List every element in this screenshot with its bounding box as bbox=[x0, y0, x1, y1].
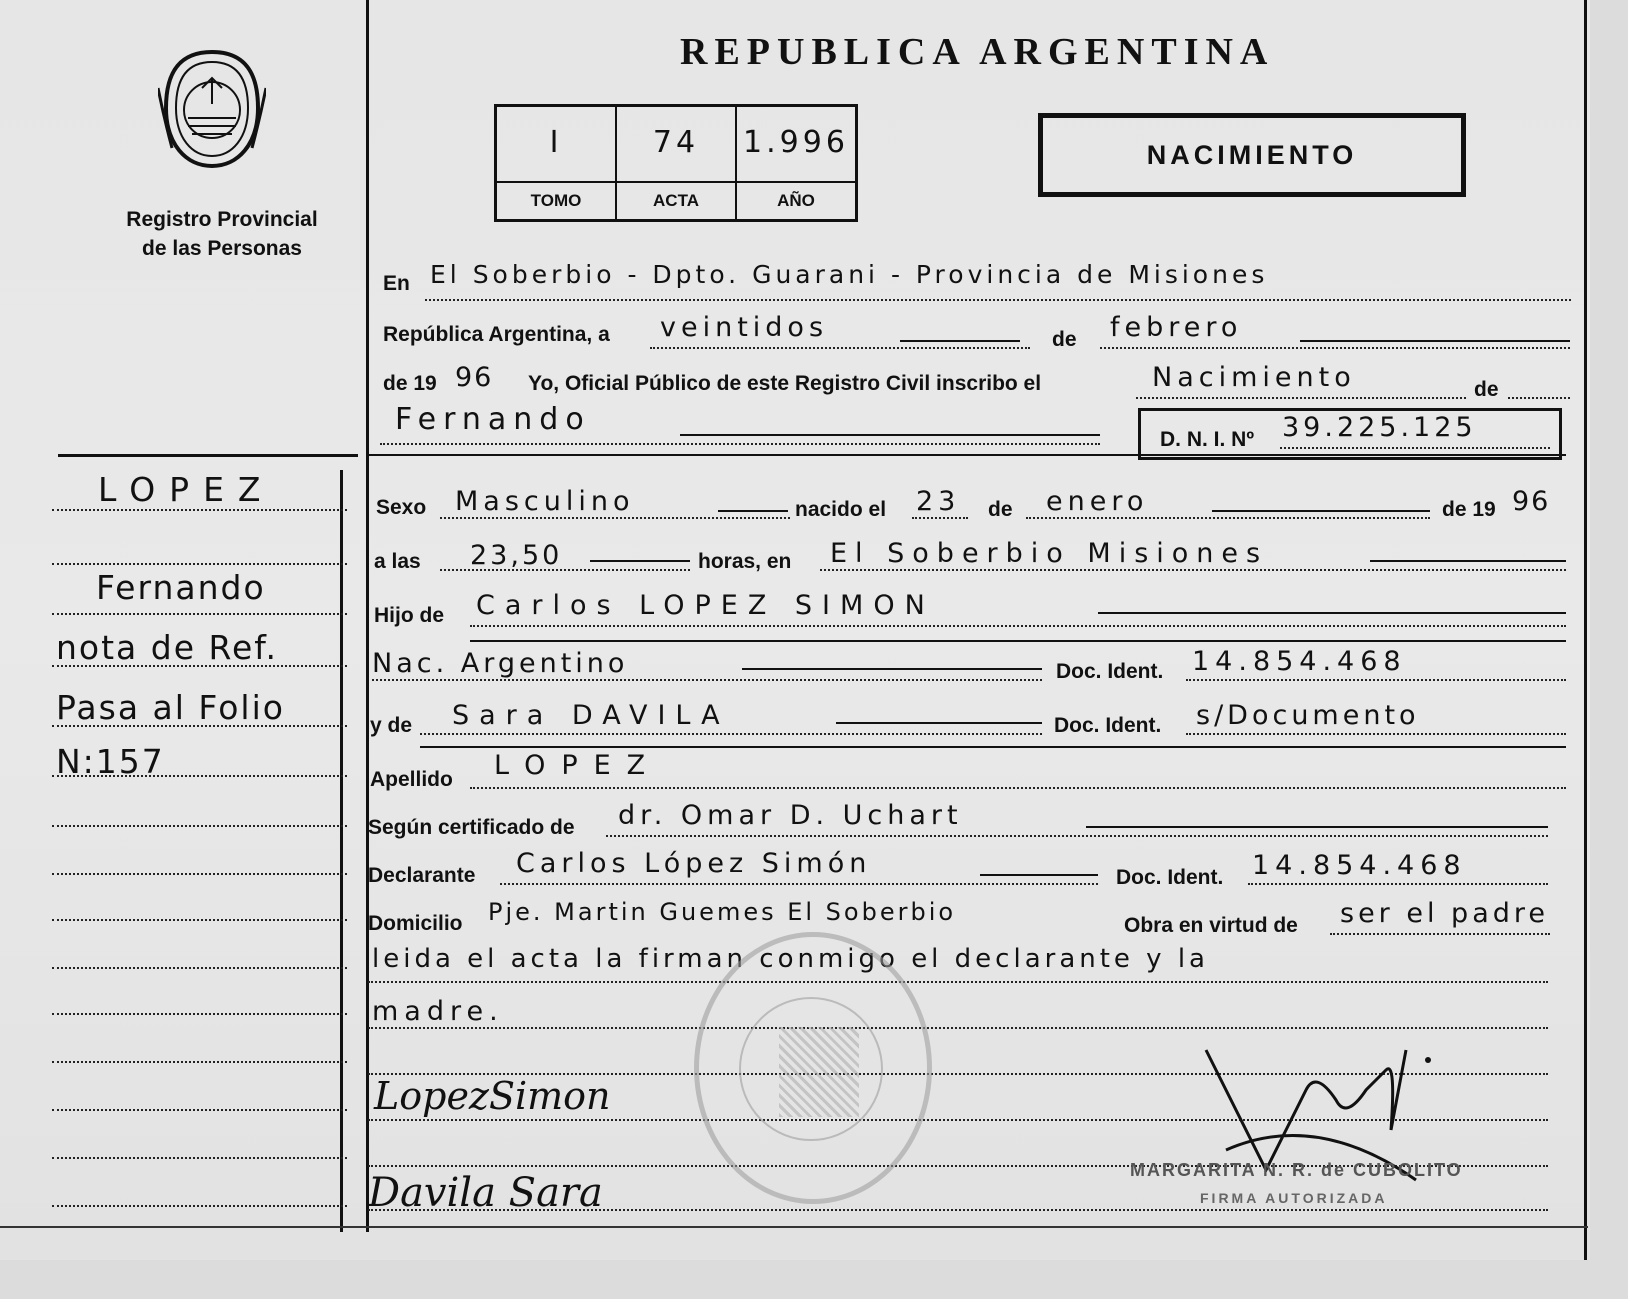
margin-note-2: Pasa al Folio bbox=[56, 688, 285, 727]
birth-day-line bbox=[912, 516, 968, 519]
birth-place-line bbox=[820, 568, 1566, 571]
page-right-edge bbox=[1584, 0, 1587, 1260]
month-value: febrero bbox=[1110, 312, 1243, 343]
apellido-label: Apellido bbox=[370, 768, 453, 791]
margin-line bbox=[52, 1060, 347, 1063]
official-stamp bbox=[694, 932, 932, 1204]
hour-value: 23,50 bbox=[470, 540, 563, 571]
text-line-3: madre. bbox=[372, 996, 504, 1027]
margin-line bbox=[52, 612, 347, 615]
father-signature: LopezSimon bbox=[374, 1074, 611, 1118]
domicilio-label: Domicilio bbox=[368, 912, 463, 935]
father-doc: 14.854.468 bbox=[1192, 646, 1407, 677]
yde-label: y de bbox=[370, 714, 413, 737]
domicilio-value: Pje. Martin Guemes El Soberbio bbox=[488, 898, 957, 926]
margin-line bbox=[52, 562, 347, 565]
birth-day: 23 bbox=[916, 486, 961, 517]
obra-line bbox=[1330, 932, 1550, 935]
sexo-value: Masculino bbox=[455, 486, 635, 517]
republica-label: República Argentina, a bbox=[383, 323, 610, 346]
act-type-box: NACIMIENTO bbox=[1038, 113, 1466, 197]
margin-line bbox=[52, 664, 347, 667]
margin-line bbox=[52, 966, 347, 969]
register-box bbox=[494, 104, 858, 222]
father-doc-line bbox=[1186, 678, 1566, 681]
certificante: dr. Omar D. Uchart bbox=[618, 800, 963, 831]
declarante-dash bbox=[980, 874, 1098, 876]
column-divider bbox=[366, 0, 369, 1232]
mother-doc: s/Documento bbox=[1196, 700, 1420, 731]
day-value: veintidos bbox=[660, 312, 829, 343]
day-dash bbox=[900, 340, 1020, 342]
father-dash bbox=[1098, 612, 1566, 614]
acta-value: 74 bbox=[652, 125, 700, 160]
obra-label: Obra en virtud de bbox=[1124, 914, 1298, 937]
dni-label: D. N. I. Nº bbox=[1160, 428, 1255, 451]
inscribe-value: Nacimiento bbox=[1152, 362, 1356, 393]
province-seal-icon bbox=[158, 48, 266, 170]
page-bottom-edge bbox=[0, 1226, 1588, 1228]
birth-year-suffix: 96 bbox=[1512, 486, 1551, 517]
father-line bbox=[470, 624, 1566, 627]
text-line-2-rule bbox=[368, 980, 1548, 983]
hour-line bbox=[440, 568, 690, 571]
father-nat-dash bbox=[742, 668, 1042, 670]
official-title: FIRMA AUTORIZADA bbox=[1200, 1190, 1388, 1206]
margin-line bbox=[52, 1108, 347, 1111]
official-name: MARGARITA N. R. de CUBOLITO bbox=[1130, 1160, 1463, 1180]
inscribe-line bbox=[1136, 396, 1466, 399]
child-name-line bbox=[380, 442, 1100, 445]
declarante-value: Carlos López Simón bbox=[516, 848, 872, 879]
mother-dash bbox=[836, 722, 1042, 724]
dni-value: 39.225.125 bbox=[1282, 412, 1477, 443]
segun-label: Según certificado de bbox=[368, 816, 575, 839]
margin-line bbox=[52, 872, 347, 875]
margin-line bbox=[52, 824, 347, 827]
place-line bbox=[425, 298, 1571, 301]
ano-value: 1.996 bbox=[743, 125, 849, 160]
father-name: Carlos LOPEZ SIMON bbox=[476, 590, 935, 621]
birth-place-dash bbox=[1370, 560, 1566, 562]
apellido-line bbox=[470, 786, 1566, 789]
declarante-label: Declarante bbox=[368, 864, 476, 887]
margin-line bbox=[52, 508, 347, 511]
de-label-2: de bbox=[1474, 378, 1499, 401]
org-line-2: de las Personas bbox=[142, 237, 302, 260]
child-name: Fernando bbox=[395, 402, 591, 437]
year-suffix: 96 bbox=[455, 362, 494, 393]
margin-line bbox=[52, 724, 347, 727]
father-nat-line bbox=[372, 678, 1042, 681]
hour-dash bbox=[590, 560, 690, 562]
certificante-line bbox=[606, 834, 1548, 837]
margin-line bbox=[52, 918, 347, 921]
page-title: REPUBLICA ARGENTINA bbox=[680, 31, 1275, 73]
declarante-doc: 14.854.468 bbox=[1252, 850, 1467, 881]
de-label-3: de bbox=[988, 498, 1013, 521]
day-line bbox=[650, 346, 1030, 349]
de-line-2 bbox=[1508, 396, 1570, 399]
margin-line bbox=[52, 774, 347, 777]
obra-value: ser el padre bbox=[1340, 898, 1549, 929]
mother-line bbox=[420, 732, 1042, 735]
child-name-dash bbox=[680, 434, 1100, 436]
month-line bbox=[1100, 346, 1570, 349]
certificante-dash bbox=[1086, 826, 1548, 828]
de-label: de bbox=[1052, 328, 1077, 351]
left-section-divider bbox=[58, 454, 358, 457]
birth-year-prefix: de 19 bbox=[1442, 498, 1496, 521]
en-label: En bbox=[383, 272, 410, 295]
father-underline bbox=[470, 640, 1566, 642]
nacido-label: nacido el bbox=[795, 498, 887, 521]
declarante-line bbox=[500, 882, 1098, 885]
month-dash bbox=[1300, 340, 1570, 342]
sexo-dash bbox=[718, 510, 788, 512]
horas-label: horas, en bbox=[698, 550, 792, 573]
birth-month: enero bbox=[1046, 486, 1149, 517]
ano-label: AÑO bbox=[737, 181, 855, 219]
birth-month-line bbox=[1026, 516, 1430, 519]
birth-month-dash bbox=[1212, 510, 1430, 512]
birth-place: El Soberbio Misiones bbox=[830, 538, 1269, 569]
margin-note-1: nota de Ref. bbox=[56, 628, 278, 667]
acta-label: ACTA bbox=[617, 181, 735, 219]
acta-cell bbox=[617, 107, 737, 219]
margin-given-name: Fernando bbox=[96, 568, 266, 607]
mother-doc-line bbox=[1186, 732, 1566, 735]
mother-name: Sara DAVILA bbox=[452, 700, 730, 731]
father-nationality: Nac. Argentino bbox=[372, 648, 629, 679]
text-line-3-rule bbox=[368, 1026, 1548, 1029]
apellido-value: LOPEZ bbox=[494, 750, 662, 781]
mother-underline bbox=[420, 746, 1566, 748]
margin-line bbox=[52, 1012, 347, 1015]
sexo-line bbox=[440, 516, 790, 519]
mother-signature: Davila Sara bbox=[368, 1170, 603, 1216]
margin-surname: LOPEZ bbox=[98, 470, 275, 509]
declarante-doc-line bbox=[1248, 882, 1548, 885]
issuing-office bbox=[92, 205, 352, 263]
org-line-1: Registro Provincial bbox=[126, 208, 318, 231]
official-text: Yo, Oficial Público de este Registro Civil inscribo el bbox=[528, 372, 1042, 395]
sexo-label: Sexo bbox=[376, 496, 427, 519]
stamp-center bbox=[779, 1027, 859, 1117]
column-divider-lower bbox=[340, 470, 343, 1232]
text-line-2: leida el acta la firman conmigo el declarante y la bbox=[372, 944, 1209, 974]
hijo-label: Hijo de bbox=[374, 604, 445, 627]
margin-line bbox=[52, 1156, 347, 1159]
year-prefix: de 19 bbox=[383, 372, 437, 395]
ano-cell bbox=[737, 107, 855, 219]
place-value: El Soberbio - Dpto. Guarani - Provincia de Misiones bbox=[430, 260, 1269, 289]
doc-label-2: Doc. Ident. bbox=[1054, 714, 1162, 737]
margin-line bbox=[52, 1204, 347, 1207]
doc-label: Doc. Ident. bbox=[1056, 660, 1164, 683]
tomo-cell bbox=[497, 107, 617, 219]
tomo-label: TOMO bbox=[497, 181, 615, 219]
doc-label-3: Doc. Ident. bbox=[1116, 866, 1224, 889]
alas-label: a las bbox=[374, 550, 421, 573]
dni-line bbox=[1280, 446, 1550, 449]
margin-note-3: N:157 bbox=[56, 742, 165, 781]
tomo-value: I bbox=[549, 125, 563, 160]
